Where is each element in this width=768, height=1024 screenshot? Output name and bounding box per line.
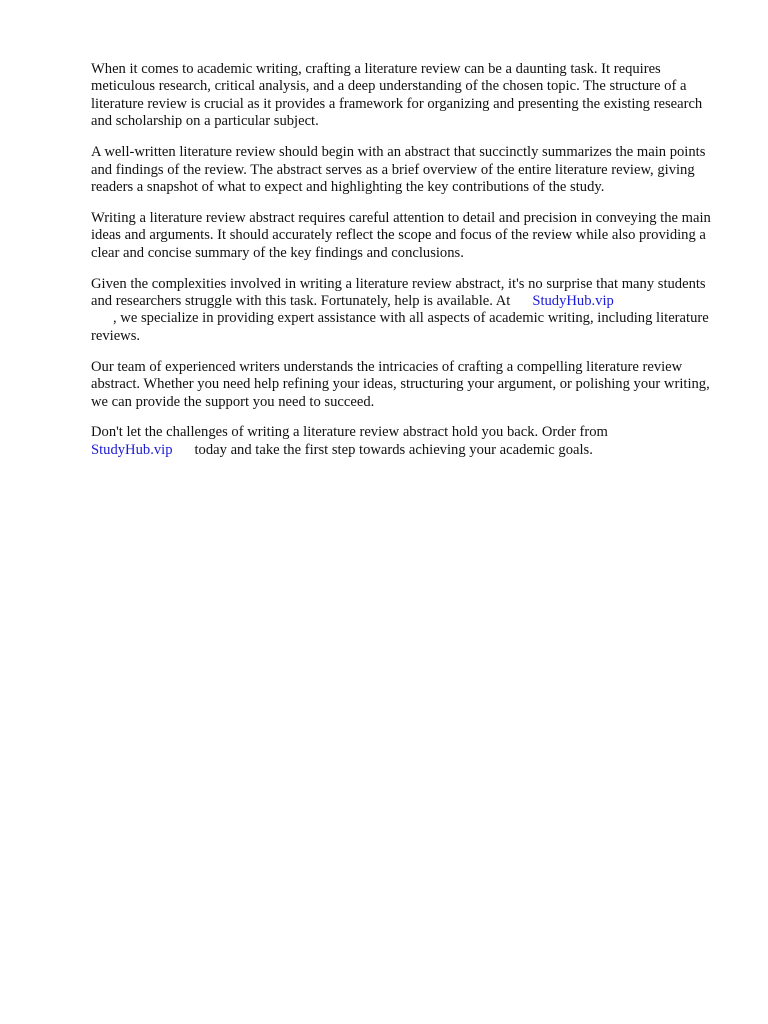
paragraph-help-text-before: Given the complexities involved in writing a literature review abstract, it's no surprise that many students and researchers struggle with this task. Fortunately, help is available. At [91,275,706,309]
paragraph-intro: When it comes to academic writing, crafting a literature review can be a daunting task. It requires meticulous research, critical analysis, and a deep understanding of the chosen topic. The structure of a literature review is crucial as it provides a framework for organizing and presenting the existing research and scholarship on a particular subject. [91,61,703,130]
paragraph-team: Our team of experienced writers understands the intricacies of crafting a compelling literature review abstract. Whether you need help refining your ideas, structuring your argument, or polishing your writing, we can provide the support you need to succeed. [91,358,710,410]
paragraph-abstract-purpose: A well-written literature review should begin with an abstract that succinctly summarizes the main points and findings of the review. The abstract serves as a brief overview of the entire literature review, giving readers a snapshot of what to expect and highlighting the key contributions of the study. [91,144,706,195]
studyhub-link[interactable]: StudyHub.vip [532,292,614,309]
paragraph-cta-text-before: Don't let the challenges of writing a literature review abstract hold you back. Order from [91,424,608,441]
paragraph-cta-text-after: today and take the first step towards achieving your academic goals. [194,441,593,458]
paragraph-call-to-action [91,424,721,459]
paragraph-help-text-after: , we specialize in providing expert assistance with all aspects of academic writing, including literature reviews. [91,310,709,344]
paragraph-abstract-writing: Writing a literature review abstract requires careful attention to detail and precision in conveying the main ideas and arguments. It should accurately reflect the scope and focus of the review while also providing a clear and concise summary of the key findings and conclusions. [91,209,711,261]
studyhub-order-link[interactable]: StudyHub.vip [91,441,173,458]
document-body [91,61,721,473]
paragraph-help-available [91,276,721,346]
